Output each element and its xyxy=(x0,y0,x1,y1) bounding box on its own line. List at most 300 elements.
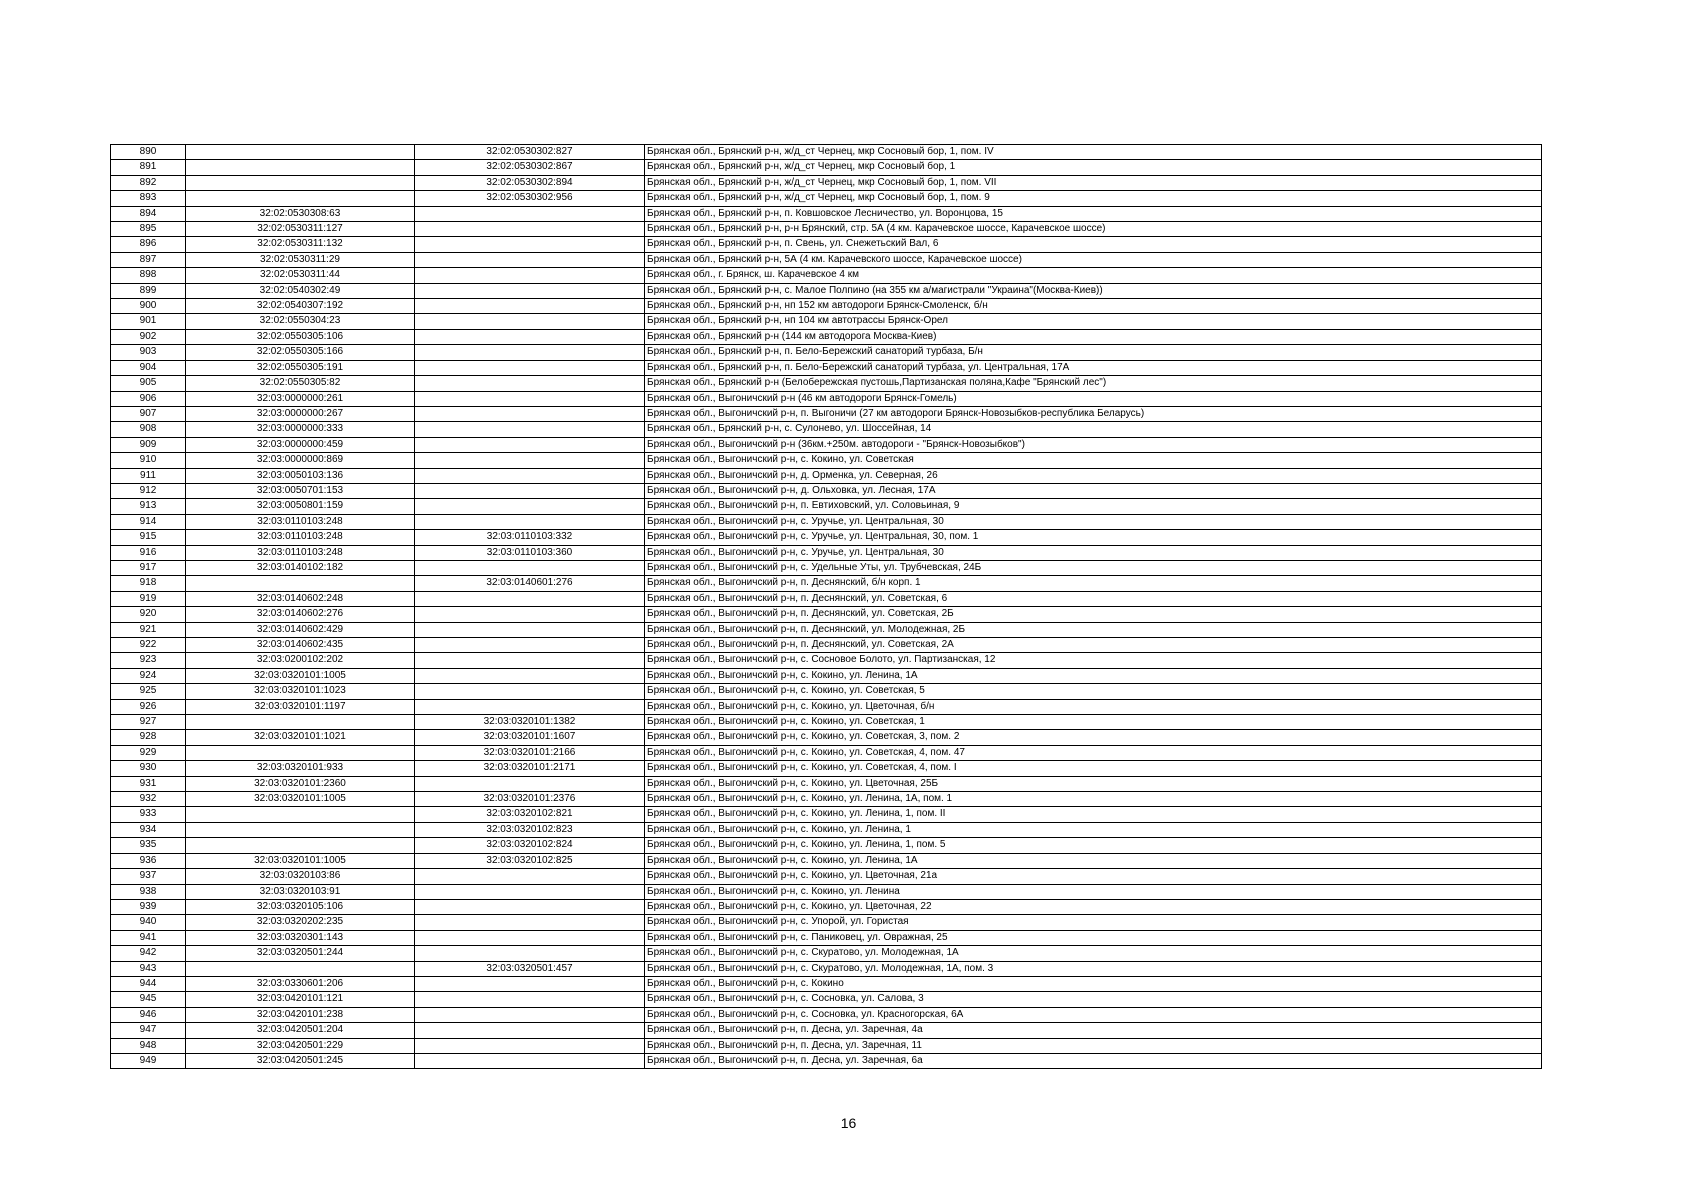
address-cell: Брянская обл., Выгоничский р-н, д. Ольховка, ул. Лесная, 17А xyxy=(645,483,1542,498)
address-cell: Брянская обл., Брянский р-н, п. Бело-Бережский санаторий турбаза, ул. Центральная, 17А xyxy=(645,360,1542,375)
cadastral-number-building-cell xyxy=(415,437,645,452)
address-cell: Брянская обл., Брянский р-н, п. Свень, ул. Снежетьский Вал, 6 xyxy=(645,237,1542,252)
row-number-cell: 914 xyxy=(111,514,186,529)
row-number-cell: 925 xyxy=(111,684,186,699)
address-cell: Брянская обл., Выгоничский р-н, д. Орменка, ул. Северная, 26 xyxy=(645,468,1542,483)
cadastral-number-building-cell xyxy=(415,453,645,468)
cadastral-number-building-cell xyxy=(415,930,645,945)
cadastral-number-parcel-cell: 32:02:0540307:192 xyxy=(186,299,415,314)
address-cell: Брянская обл., Брянский р-н, с. Малое Полпино (на 355 км а/магистрали "Украина"(Москва-Киев)) xyxy=(645,283,1542,298)
row-number-cell: 936 xyxy=(111,853,186,868)
cadastral-number-parcel-cell: 32:03:0000000:261 xyxy=(186,391,415,406)
cadastral-number-parcel-cell: 32:03:0320101:1023 xyxy=(186,684,415,699)
table-row xyxy=(111,838,1542,853)
cadastral-number-building-cell xyxy=(415,206,645,221)
address-cell: Брянская обл., Выгоничский р-н, с. Кокино, ул. Цветочная, 22 xyxy=(645,899,1542,914)
cadastral-number-parcel-cell: 32:03:0200102:202 xyxy=(186,653,415,668)
cadastral-number-building-cell xyxy=(415,1038,645,1053)
row-number-cell: 944 xyxy=(111,976,186,991)
cadastral-number-building-cell xyxy=(415,406,645,421)
cadastral-number-parcel-cell: 32:03:0140602:276 xyxy=(186,607,415,622)
cadastral-number-parcel-cell: 32:03:0110103:248 xyxy=(186,545,415,560)
cadastral-number-parcel-cell: 32:03:0320101:1197 xyxy=(186,699,415,714)
cadastral-number-parcel-cell: 32:03:0140602:248 xyxy=(186,591,415,606)
register-table xyxy=(110,144,1542,1069)
cadastral-number-parcel-cell: 32:03:0140602:435 xyxy=(186,638,415,653)
cadastral-number-parcel-cell: 32:02:0530311:127 xyxy=(186,222,415,237)
row-number-cell: 892 xyxy=(111,175,186,190)
row-number-cell: 912 xyxy=(111,483,186,498)
table-row xyxy=(111,345,1542,360)
cadastral-number-parcel-cell: 32:03:0330601:206 xyxy=(186,976,415,991)
cadastral-number-building-cell xyxy=(415,360,645,375)
table-row xyxy=(111,576,1542,591)
cadastral-number-parcel-cell: 32:03:0000000:333 xyxy=(186,422,415,437)
table-row xyxy=(111,776,1542,791)
cadastral-number-building-cell xyxy=(415,468,645,483)
address-cell: Брянская обл., Выгоничский р-н, п. Выгоничи (27 км автодороги Брянск-Новозыбков-республика Беларусь) xyxy=(645,406,1542,421)
address-cell: Брянская обл., Выгоничский р-н, с. Паниковец, ул. Овражная, 25 xyxy=(645,930,1542,945)
row-number-cell: 911 xyxy=(111,468,186,483)
cadastral-number-parcel-cell: 32:03:0420501:245 xyxy=(186,1053,415,1068)
table-row xyxy=(111,853,1542,868)
row-number-cell: 946 xyxy=(111,1007,186,1022)
address-cell: Брянская обл., Выгоничский р-н, с. Кокино xyxy=(645,976,1542,991)
table-row xyxy=(111,545,1542,560)
table-row xyxy=(111,437,1542,452)
address-cell: Брянская обл., Выгоничский р-н, с. Кокино, ул. Ленина, 1, пом. II xyxy=(645,807,1542,822)
table-row xyxy=(111,684,1542,699)
address-cell: Брянская обл., Выгоничский р-н, с. Скуратово, ул. Молодежная, 1А, пом. 3 xyxy=(645,961,1542,976)
table-row xyxy=(111,976,1542,991)
address-cell: Брянская обл., г. Брянск, ш. Карачевское 4 км xyxy=(645,268,1542,283)
address-cell: Брянская обл., Выгоничский р-н, п. Десна, ул. Заречная, 11 xyxy=(645,1038,1542,1053)
cadastral-number-building-cell xyxy=(415,699,645,714)
cadastral-number-parcel-cell: 32:02:0530311:132 xyxy=(186,237,415,252)
table-row xyxy=(111,869,1542,884)
cadastral-number-parcel-cell: 32:02:0550305:82 xyxy=(186,376,415,391)
row-number-cell: 908 xyxy=(111,422,186,437)
address-cell: Брянская обл., Выгоничский р-н, п. Деснянский, ул. Советская, 2А xyxy=(645,638,1542,653)
row-number-cell: 894 xyxy=(111,206,186,221)
address-cell: Брянская обл., Выгоничский р-н, с. Уручье, ул. Центральная, 30 xyxy=(645,545,1542,560)
table-row xyxy=(111,499,1542,514)
address-cell: Брянская обл., Брянский р-н, 5А (4 км. Карачевского шоссе, Карачевское шоссе) xyxy=(645,252,1542,267)
address-cell: Брянская обл., Брянский р-н, п. Бело-Бережский санаторий турбаза, Б/н xyxy=(645,345,1542,360)
address-cell: Брянская обл., Выгоничский р-н, с. Уручье, ул. Центральная, 30 xyxy=(645,514,1542,529)
cadastral-number-parcel-cell: 32:03:0420501:204 xyxy=(186,1023,415,1038)
table-row xyxy=(111,992,1542,1007)
cadastral-number-building-cell xyxy=(415,1053,645,1068)
row-number-cell: 945 xyxy=(111,992,186,1007)
cadastral-number-parcel-cell xyxy=(186,175,415,190)
address-cell: Брянская обл., Выгоничский р-н, с. Сосновка, ул. Салова, 3 xyxy=(645,992,1542,1007)
row-number-cell: 915 xyxy=(111,530,186,545)
row-number-cell: 943 xyxy=(111,961,186,976)
cadastral-number-parcel-cell: 32:02:0550305:106 xyxy=(186,329,415,344)
cadastral-number-building-cell xyxy=(415,1023,645,1038)
row-number-cell: 890 xyxy=(111,145,186,160)
cadastral-number-parcel-cell: 32:02:0530311:29 xyxy=(186,252,415,267)
cadastral-number-parcel-cell: 32:03:0320103:86 xyxy=(186,869,415,884)
cadastral-number-parcel-cell: 32:03:0050701:153 xyxy=(186,483,415,498)
table-row xyxy=(111,668,1542,683)
table-row xyxy=(111,1053,1542,1068)
table-row xyxy=(111,191,1542,206)
cadastral-number-parcel-cell: 32:03:0050801:159 xyxy=(186,499,415,514)
table-row xyxy=(111,391,1542,406)
table-row xyxy=(111,915,1542,930)
cadastral-number-building-cell: 32:03:0140601:276 xyxy=(415,576,645,591)
address-cell: Брянская обл., Выгоничский р-н, с. Кокино, ул. Советская, 3, пом. 2 xyxy=(645,730,1542,745)
address-cell: Брянская обл., Брянский р-н, ж/д_ст Чернец, мкр Сосновый бор, 1, пом. VII xyxy=(645,175,1542,190)
address-cell: Брянская обл., Выгоничский р-н, п. Деснянский, б/н корп. 1 xyxy=(645,576,1542,591)
address-cell: Брянская обл., Брянский р-н, р-н Брянский, стр. 5А (4 км. Карачевское шоссе, Карачевское шоссе) xyxy=(645,222,1542,237)
row-number-cell: 893 xyxy=(111,191,186,206)
cadastral-number-building-cell xyxy=(415,884,645,899)
table-row xyxy=(111,422,1542,437)
cadastral-number-parcel-cell: 32:03:0320101:1005 xyxy=(186,668,415,683)
address-cell: Брянская обл., Выгоничский р-н, с. Кокино, ул. Цветочная, 21а xyxy=(645,869,1542,884)
address-cell: Брянская обл., Брянский р-н, с. Сулонево, ул. Шоссейная, 14 xyxy=(645,422,1542,437)
row-number-cell: 924 xyxy=(111,668,186,683)
row-number-cell: 891 xyxy=(111,160,186,175)
cadastral-number-parcel-cell: 32:02:0540302:49 xyxy=(186,283,415,298)
cadastral-number-building-cell xyxy=(415,483,645,498)
table-row xyxy=(111,761,1542,776)
address-cell: Брянская обл., Выгоничский р-н, с. Кокино, ул. Советская, 4, пом. 47 xyxy=(645,745,1542,760)
cadastral-number-parcel-cell xyxy=(186,145,415,160)
address-cell: Брянская обл., Выгоничский р-н, с. Кокино, ул. Ленина, 1А, пом. 1 xyxy=(645,792,1542,807)
cadastral-number-building-cell xyxy=(415,237,645,252)
address-cell: Брянская обл., Выгоничский р-н (36км.+250м. автодороги - "Брянск-Новозыбков") xyxy=(645,437,1542,452)
cadastral-number-building-cell xyxy=(415,391,645,406)
cadastral-number-building-cell xyxy=(415,222,645,237)
cadastral-number-parcel-cell: 32:03:0420101:121 xyxy=(186,992,415,1007)
cadastral-number-building-cell xyxy=(415,514,645,529)
row-number-cell: 900 xyxy=(111,299,186,314)
table-row xyxy=(111,299,1542,314)
cadastral-number-building-cell xyxy=(415,299,645,314)
table-row xyxy=(111,1023,1542,1038)
cadastral-number-building-cell xyxy=(415,345,645,360)
cadastral-number-parcel-cell: 32:03:0000000:459 xyxy=(186,437,415,452)
table-row xyxy=(111,807,1542,822)
cadastral-number-building-cell xyxy=(415,314,645,329)
table-row xyxy=(111,314,1542,329)
cadastral-number-parcel-cell: 32:02:0550304:23 xyxy=(186,314,415,329)
row-number-cell: 926 xyxy=(111,699,186,714)
row-number-cell: 941 xyxy=(111,930,186,945)
address-cell: Брянская обл., Выгоничский р-н, п. Деснянский, ул. Советская, 2Б xyxy=(645,607,1542,622)
cadastral-number-building-cell xyxy=(415,992,645,1007)
cadastral-number-building-cell: 32:02:0530302:827 xyxy=(415,145,645,160)
address-cell: Брянская обл., Брянский р-н (Белобережская пустошь,Партизанская поляна,Кафе "Брянский лес") xyxy=(645,376,1542,391)
cadastral-number-parcel-cell: 32:03:0320101:1021 xyxy=(186,730,415,745)
cadastral-number-parcel-cell: 32:03:0320105:106 xyxy=(186,899,415,914)
cadastral-number-parcel-cell xyxy=(186,191,415,206)
address-cell: Брянская обл., Брянский р-н, ж/д_ст Чернец, мкр Сосновый бор, 1 xyxy=(645,160,1542,175)
address-cell: Брянская обл., Выгоничский р-н, п. Деснянский, ул. Советская, 6 xyxy=(645,591,1542,606)
address-cell: Брянская обл., Выгоничский р-н, с. Кокино, ул. Цветочная, 25Б xyxy=(645,776,1542,791)
cadastral-number-building-cell xyxy=(415,1007,645,1022)
table-row xyxy=(111,360,1542,375)
address-cell: Брянская обл., Выгоничский р-н, с. Кокино, ул. Ленина, 1, пом. 5 xyxy=(645,838,1542,853)
address-cell: Брянская обл., Выгоничский р-н, с. Кокино, ул. Советская, 5 xyxy=(645,684,1542,699)
cadastral-number-building-cell xyxy=(415,283,645,298)
table-row xyxy=(111,175,1542,190)
table-row xyxy=(111,206,1542,221)
address-cell: Брянская обл., Выгоничский р-н, с. Сосновка, ул. Красногорская, 6А xyxy=(645,1007,1542,1022)
row-number-cell: 916 xyxy=(111,545,186,560)
cadastral-number-parcel-cell: 32:02:0530308:63 xyxy=(186,206,415,221)
cadastral-number-building-cell: 32:03:0320101:1607 xyxy=(415,730,645,745)
address-cell: Брянская обл., Выгоничский р-н, с. Кокино, ул. Советская xyxy=(645,453,1542,468)
table-row xyxy=(111,530,1542,545)
cadastral-number-parcel-cell: 32:03:0320101:933 xyxy=(186,761,415,776)
cadastral-number-building-cell xyxy=(415,684,645,699)
cadastral-number-building-cell: 32:03:0320102:824 xyxy=(415,838,645,853)
row-number-cell: 901 xyxy=(111,314,186,329)
cadastral-number-building-cell: 32:03:0320102:821 xyxy=(415,807,645,822)
cadastral-number-building-cell: 32:03:0320501:457 xyxy=(415,961,645,976)
table-row xyxy=(111,237,1542,252)
cadastral-number-building-cell xyxy=(415,638,645,653)
cadastral-number-building-cell xyxy=(415,946,645,961)
table-row xyxy=(111,1038,1542,1053)
register-table-body xyxy=(111,145,1542,1069)
cadastral-number-parcel-cell: 32:03:0140602:429 xyxy=(186,622,415,637)
cadastral-number-building-cell: 32:03:0320101:1382 xyxy=(415,715,645,730)
table-row xyxy=(111,591,1542,606)
row-number-cell: 921 xyxy=(111,622,186,637)
row-number-cell: 919 xyxy=(111,591,186,606)
table-row xyxy=(111,715,1542,730)
table-row xyxy=(111,329,1542,344)
cadastral-number-parcel-cell: 32:03:0320103:91 xyxy=(186,884,415,899)
cadastral-number-parcel-cell: 32:03:0320501:244 xyxy=(186,946,415,961)
cadastral-number-building-cell xyxy=(415,869,645,884)
row-number-cell: 923 xyxy=(111,653,186,668)
cadastral-number-parcel-cell: 32:03:0420101:238 xyxy=(186,1007,415,1022)
cadastral-number-building-cell: 32:03:0110103:360 xyxy=(415,545,645,560)
cadastral-number-parcel-cell xyxy=(186,822,415,837)
cadastral-number-building-cell xyxy=(415,899,645,914)
address-cell: Брянская обл., Выгоничский р-н, с. Кокино, ул. Советская, 1 xyxy=(645,715,1542,730)
address-cell: Брянская обл., Брянский р-н, нп 152 км автодороги Брянск-Смоленск, б/н xyxy=(645,299,1542,314)
cadastral-number-parcel-cell: 32:03:0320202:235 xyxy=(186,915,415,930)
cadastral-number-building-cell xyxy=(415,915,645,930)
cadastral-number-parcel-cell: 32:03:0320101:1005 xyxy=(186,853,415,868)
row-number-cell: 895 xyxy=(111,222,186,237)
cadastral-number-building-cell xyxy=(415,422,645,437)
cadastral-number-parcel-cell xyxy=(186,160,415,175)
table-row xyxy=(111,1007,1542,1022)
cadastral-number-building-cell xyxy=(415,591,645,606)
table-row xyxy=(111,252,1542,267)
row-number-cell: 906 xyxy=(111,391,186,406)
cadastral-number-parcel-cell xyxy=(186,807,415,822)
row-number-cell: 928 xyxy=(111,730,186,745)
row-number-cell: 935 xyxy=(111,838,186,853)
row-number-cell: 918 xyxy=(111,576,186,591)
row-number-cell: 937 xyxy=(111,869,186,884)
row-number-cell: 927 xyxy=(111,715,186,730)
table-row xyxy=(111,406,1542,421)
address-cell: Брянская обл., Выгоничский р-н, с. Кокино, ул. Ленина xyxy=(645,884,1542,899)
address-cell: Брянская обл., Брянский р-н, нп 104 км автотрассы Брянск-Орел xyxy=(645,314,1542,329)
address-cell: Брянская обл., Выгоничский р-н, с. Кокино, ул. Ленина, 1А xyxy=(645,668,1542,683)
address-cell: Брянская обл., Выгоничский р-н, с. Кокино, ул. Ленина, 1А xyxy=(645,853,1542,868)
address-cell: Брянская обл., Выгоничский р-н, с. Кокино, ул. Ленина, 1 xyxy=(645,822,1542,837)
cadastral-number-parcel-cell: 32:03:0320301:143 xyxy=(186,930,415,945)
table-row xyxy=(111,930,1542,945)
cadastral-number-parcel-cell xyxy=(186,745,415,760)
cadastral-number-parcel-cell: 32:03:0320101:2360 xyxy=(186,776,415,791)
cadastral-number-parcel-cell: 32:02:0550305:166 xyxy=(186,345,415,360)
cadastral-number-building-cell: 32:03:0110103:332 xyxy=(415,530,645,545)
table-row xyxy=(111,560,1542,575)
address-cell: Брянская обл., Выгоничский р-н, с. Скуратово, ул. Молодежная, 1А xyxy=(645,946,1542,961)
cadastral-number-building-cell: 32:03:0320102:825 xyxy=(415,853,645,868)
address-cell: Брянская обл., Брянский р-н (144 км автодорога Москва-Киев) xyxy=(645,329,1542,344)
cadastral-number-parcel-cell: 32:03:0110103:248 xyxy=(186,514,415,529)
cadastral-number-building-cell xyxy=(415,607,645,622)
address-cell: Брянская обл., Выгоничский р-н, с. Уручье, ул. Центральная, 30, пом. 1 xyxy=(645,530,1542,545)
address-cell: Брянская обл., Выгоничский р-н, п. Деснянский, ул. Молодежная, 2Б xyxy=(645,622,1542,637)
row-number-cell: 896 xyxy=(111,237,186,252)
row-number-cell: 903 xyxy=(111,345,186,360)
row-number-cell: 934 xyxy=(111,822,186,837)
table-row xyxy=(111,730,1542,745)
row-number-cell: 939 xyxy=(111,899,186,914)
table-row xyxy=(111,822,1542,837)
cadastral-number-parcel-cell: 32:03:0000000:267 xyxy=(186,406,415,421)
table-row xyxy=(111,222,1542,237)
address-cell: Брянская обл., Выгоничский р-н, с. Упорой, ул. Гористая xyxy=(645,915,1542,930)
cadastral-number-parcel-cell: 32:03:0420501:229 xyxy=(186,1038,415,1053)
row-number-cell: 947 xyxy=(111,1023,186,1038)
address-cell: Брянская обл., Брянский р-н, ж/д_ст Чернец, мкр Сосновый бор, 1, пом. IV xyxy=(645,145,1542,160)
cadastral-number-building-cell: 32:02:0530302:867 xyxy=(415,160,645,175)
cadastral-number-building-cell: 32:02:0530302:894 xyxy=(415,175,645,190)
row-number-cell: 904 xyxy=(111,360,186,375)
cadastral-number-building-cell: 32:03:0320101:2166 xyxy=(415,745,645,760)
row-number-cell: 948 xyxy=(111,1038,186,1053)
cadastral-number-parcel-cell xyxy=(186,576,415,591)
cadastral-number-building-cell xyxy=(415,653,645,668)
table-row xyxy=(111,699,1542,714)
cadastral-number-building-cell xyxy=(415,622,645,637)
page-number: 16 xyxy=(840,1115,857,1131)
address-cell: Брянская обл., Выгоничский р-н, с. Кокино, ул. Цветочная, б/н xyxy=(645,699,1542,714)
row-number-cell: 898 xyxy=(111,268,186,283)
cadastral-number-building-cell xyxy=(415,499,645,514)
address-cell: Брянская обл., Выгоничский р-н, с. Кокино, ул. Советская, 4, пом. I xyxy=(645,761,1542,776)
row-number-cell: 931 xyxy=(111,776,186,791)
cadastral-number-parcel-cell: 32:03:0110103:248 xyxy=(186,530,415,545)
cadastral-number-building-cell: 32:03:0320101:2376 xyxy=(415,792,645,807)
row-number-cell: 932 xyxy=(111,792,186,807)
cadastral-number-building-cell xyxy=(415,668,645,683)
table-row xyxy=(111,376,1542,391)
cadastral-number-parcel-cell xyxy=(186,961,415,976)
row-number-cell: 942 xyxy=(111,946,186,961)
table-row xyxy=(111,653,1542,668)
table-row xyxy=(111,607,1542,622)
cadastral-number-building-cell: 32:03:0320101:2171 xyxy=(415,761,645,776)
cadastral-number-parcel-cell: 32:03:0000000:869 xyxy=(186,453,415,468)
cadastral-number-building-cell xyxy=(415,268,645,283)
row-number-cell: 949 xyxy=(111,1053,186,1068)
address-cell: Брянская обл., Выгоничский р-н, с. Сосновое Болото, ул. Партизанская, 12 xyxy=(645,653,1542,668)
row-number-cell: 902 xyxy=(111,329,186,344)
row-number-cell: 940 xyxy=(111,915,186,930)
row-number-cell: 907 xyxy=(111,406,186,421)
row-number-cell: 922 xyxy=(111,638,186,653)
table-row xyxy=(111,622,1542,637)
cadastral-number-building-cell: 32:03:0320102:823 xyxy=(415,822,645,837)
address-cell: Брянская обл., Выгоничский р-н, п. Десна, ул. Заречная, 4а xyxy=(645,1023,1542,1038)
cadastral-number-parcel-cell xyxy=(186,715,415,730)
cadastral-number-building-cell xyxy=(415,976,645,991)
table-row xyxy=(111,160,1542,175)
address-cell: Брянская обл., Выгоничский р-н (46 км автодороги Брянск-Гомель) xyxy=(645,391,1542,406)
row-number-cell: 905 xyxy=(111,376,186,391)
table-row xyxy=(111,884,1542,899)
table-row xyxy=(111,745,1542,760)
address-cell: Брянская обл., Выгоничский р-н, с. Удельные Уты, ул. Трубчевская, 24Б xyxy=(645,560,1542,575)
row-number-cell: 938 xyxy=(111,884,186,899)
cadastral-number-parcel-cell: 32:03:0320101:1005 xyxy=(186,792,415,807)
cadastral-number-parcel-cell: 32:03:0140102:182 xyxy=(186,560,415,575)
cadastral-number-parcel-cell: 32:02:0530311:44 xyxy=(186,268,415,283)
row-number-cell: 933 xyxy=(111,807,186,822)
address-cell: Брянская обл., Брянский р-н, п. Ковшовское Лесничество, ул. Воронцова, 15 xyxy=(645,206,1542,221)
table-row xyxy=(111,792,1542,807)
row-number-cell: 909 xyxy=(111,437,186,452)
cadastral-number-building-cell xyxy=(415,252,645,267)
table-row xyxy=(111,453,1542,468)
cadastral-number-parcel-cell xyxy=(186,838,415,853)
table-row xyxy=(111,468,1542,483)
row-number-cell: 930 xyxy=(111,761,186,776)
row-number-cell: 897 xyxy=(111,252,186,267)
table-row xyxy=(111,514,1542,529)
cadastral-number-building-cell xyxy=(415,776,645,791)
address-cell: Брянская обл., Выгоничский р-н, п. Десна, ул. Заречная, 6а xyxy=(645,1053,1542,1068)
cadastral-number-building-cell xyxy=(415,329,645,344)
address-cell: Брянская обл., Выгоничский р-н, п. Евтиховский, ул. Соловьиная, 9 xyxy=(645,499,1542,514)
table-row xyxy=(111,899,1542,914)
row-number-cell: 917 xyxy=(111,560,186,575)
address-cell: Брянская обл., Брянский р-н, ж/д_ст Чернец, мкр Сосновый бор, 1, пом. 9 xyxy=(645,191,1542,206)
cadastral-number-building-cell: 32:02:0530302:956 xyxy=(415,191,645,206)
row-number-cell: 920 xyxy=(111,607,186,622)
row-number-cell: 913 xyxy=(111,499,186,514)
row-number-cell: 910 xyxy=(111,453,186,468)
table-row xyxy=(111,483,1542,498)
table-row xyxy=(111,638,1542,653)
cadastral-number-parcel-cell: 32:02:0550305:191 xyxy=(186,360,415,375)
table-row xyxy=(111,961,1542,976)
table-row xyxy=(111,946,1542,961)
cadastral-number-building-cell xyxy=(415,376,645,391)
cadastral-number-parcel-cell: 32:03:0050103:136 xyxy=(186,468,415,483)
row-number-cell: 929 xyxy=(111,745,186,760)
table-row xyxy=(111,268,1542,283)
table-row xyxy=(111,145,1542,160)
